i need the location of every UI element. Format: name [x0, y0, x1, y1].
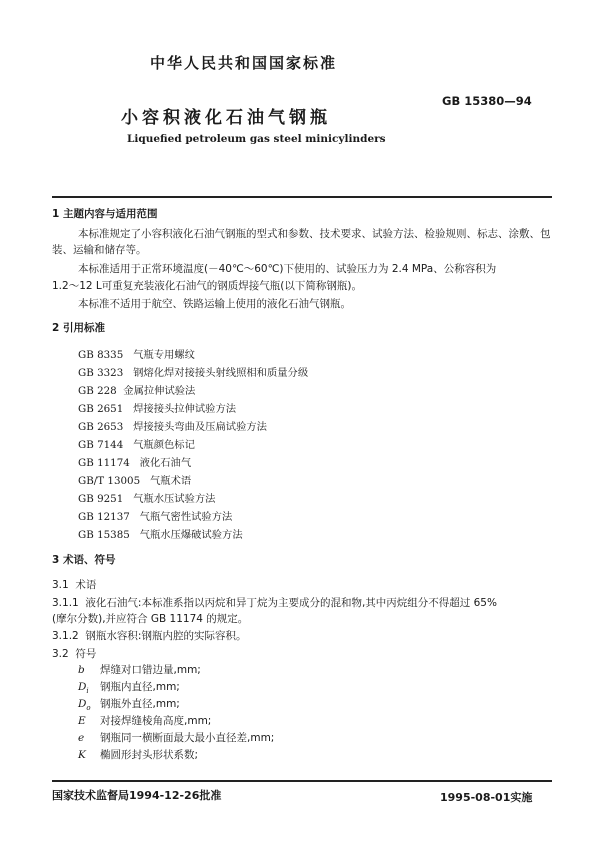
reference-item: [78, 346, 195, 361]
header-rule: [52, 196, 552, 198]
section-3-heading: 3 术语、符号: [52, 554, 116, 566]
reference-title: 焊接接头弯曲及压扁试验方法: [133, 421, 267, 433]
national-standard-title: 中华人民共和国国家标准: [150, 54, 338, 72]
symbol-item: [78, 748, 198, 767]
symbol-description: 椭圆形封头形状系数;: [100, 749, 199, 761]
reference-title: 气瓶气密性试验方法: [139, 511, 233, 523]
reference-title: 气瓶水压爆破试验方法: [139, 529, 243, 541]
symbol-description: 钢瓶外直径,mm;: [100, 698, 180, 710]
section-1-paragraph-1-line-1: 本标准规定了小容积液化石油气钢瓶的型式和参数、技术要求、试验方法、检验规则、标志、涂敷、包: [78, 228, 551, 240]
reference-code: GB 7144: [78, 439, 124, 451]
symbol-subscript: i: [86, 687, 89, 696]
section-1-paragraph-2-line-2: 1.2～12 L可重复充装液化石油气的钢质焊接气瓶(以下简称钢瓶)。: [52, 280, 362, 292]
reference-item: [78, 382, 195, 397]
reference-code: GB 11174: [78, 457, 130, 469]
section-3-1-2: [52, 629, 246, 644]
reference-title: 液化石油气: [139, 457, 192, 469]
reference-title: 焊接接头拉伸试验方法: [133, 403, 237, 415]
reference-code: GB/T 13005: [78, 475, 141, 487]
section-2-heading: 2 引用标准: [52, 322, 105, 334]
reference-item: [78, 472, 191, 487]
section-1-paragraph-3: 本标准不适用于航空、铁路运输上使用的液化石油气钢瓶。: [78, 298, 351, 310]
definition-text: 钢瓶水容积:钢瓶内腔的实际容积。: [85, 630, 247, 642]
section-3-1-1-line-2: (摩尔分数),并应符合 GB 11174 的规定。: [52, 613, 249, 625]
reference-item: [78, 508, 232, 523]
section-3-2-heading: [52, 647, 96, 662]
document-title-cn: 小容积液化石油气钢瓶: [121, 108, 331, 128]
reference-item: [78, 490, 215, 505]
section-number: 3.2: [52, 648, 69, 660]
reference-item: [78, 454, 191, 469]
reference-item: [78, 436, 195, 451]
reference-title: 钢熔化焊对接接头射线照相和质量分级: [133, 367, 309, 379]
reference-code: GB 15385: [78, 529, 130, 541]
reference-item: [78, 400, 236, 415]
symbol-description: 对接焊缝棱角高度,mm;: [100, 715, 212, 727]
section-3-1-heading: [52, 578, 96, 593]
symbol-description: 钢瓶同一横断面最大最小直径差,mm;: [100, 732, 275, 744]
section-title: 符号: [75, 648, 97, 660]
section-3-1-1-line-1: [52, 596, 497, 611]
footer-rule: [52, 780, 552, 782]
section-1-heading: 1 主题内容与适用范围: [52, 208, 158, 220]
standard-code: GB 15380—94: [442, 94, 532, 108]
reference-item: [78, 364, 308, 379]
symbol-letter: b: [78, 664, 85, 676]
symbol-subscript: o: [86, 704, 91, 713]
reference-code: GB 12137: [78, 511, 130, 523]
symbol-description: 钢瓶内直径,mm;: [100, 681, 180, 693]
section-1-paragraph-2-line-1: 本标准适用于正常环境温度(－40℃～60℃)下使用的、试验压力为 2.4 MPa、公称容积为: [78, 263, 497, 275]
reference-title: 气瓶水压试验方法: [133, 493, 216, 505]
symbol-letter: E: [78, 715, 86, 727]
symbol-letter: D: [78, 698, 87, 710]
definition-text: 液化石油气:本标准系指以丙烷和异丁烷为主要成分的混和物,其中丙烷组分不得超过 65%: [85, 597, 497, 609]
reference-title: 气瓶术语: [150, 475, 192, 487]
reference-title: 金属拉伸试验法: [123, 385, 196, 397]
symbol-description: 焊缝对口错边量,mm;: [100, 664, 201, 676]
reference-code: GB 3323: [78, 367, 124, 379]
reference-item: [78, 418, 267, 433]
reference-item: [78, 526, 243, 541]
reference-code: GB 228: [78, 385, 117, 397]
section-title: 术语: [75, 579, 97, 591]
section-number: 3.1: [52, 579, 69, 591]
approval-statement: 国家技术监督局1994-12-26批准: [52, 789, 222, 802]
section-number: 3.1.2: [52, 630, 79, 642]
implementation-date: 1995-08-01实施: [440, 791, 533, 804]
reference-title: 气瓶颜色标记: [133, 439, 195, 451]
reference-code: GB 2653: [78, 421, 124, 433]
section-1-paragraph-1-line-2: 装、运输和储存等。: [52, 244, 147, 256]
symbol-letter: D: [78, 681, 87, 693]
symbol-letter: e: [78, 732, 85, 744]
reference-title: 气瓶专用螺纹: [133, 349, 195, 361]
symbol: [78, 748, 100, 767]
section-number: 3.1.1: [52, 597, 79, 609]
reference-code: GB 9251: [78, 493, 124, 505]
symbol-letter: K: [78, 749, 86, 761]
reference-code: GB 8335: [78, 349, 124, 361]
document-title-en: Liquefied petroleum gas steel minicylinders: [127, 133, 386, 145]
reference-code: GB 2651: [78, 403, 124, 415]
